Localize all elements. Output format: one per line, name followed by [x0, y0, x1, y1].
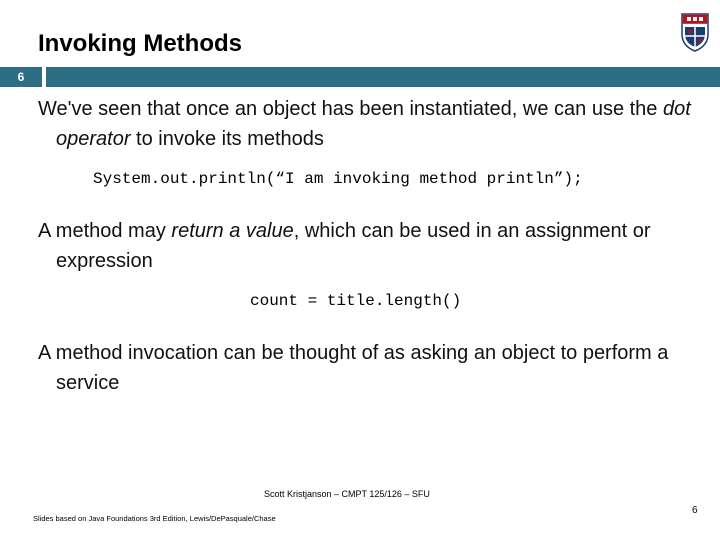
title-underline-bar [46, 67, 720, 87]
paragraph-service [38, 338, 720, 398]
footer-credit: Scott Kristjanson – CMPT 125/126 – SFU [264, 489, 430, 499]
paragraph-text: to invoke its methods [130, 128, 324, 150]
paragraph-text: We've seen that once an object has been instantiated, we can use the [38, 98, 663, 120]
paragraph-text: , which can be used in an assignment or expression [56, 220, 651, 272]
university-crest-logo [680, 12, 710, 52]
footer-page-number: 6 [692, 505, 698, 516]
paragraph-text: A method invocation can be thought of as asking an object to perform a service [38, 342, 669, 394]
paragraph-emphasis: dot operator [56, 98, 691, 150]
paragraph-return-value [38, 216, 720, 276]
paragraph-dot-operator [38, 94, 720, 154]
paragraph-emphasis: return a value [171, 220, 294, 242]
paragraph-text: A method may [38, 220, 172, 242]
slide-number-badge: 6 [0, 67, 42, 87]
slide-title: Invoking Methods [38, 30, 242, 57]
footer-source: Slides based on Java Foundations 3rd Edition, Lewis/DePasquale/Chase [33, 514, 276, 523]
code-length-example: count = title.length() [250, 292, 462, 310]
code-println-example: System.out.println(“I am invoking method println”); [93, 170, 583, 188]
